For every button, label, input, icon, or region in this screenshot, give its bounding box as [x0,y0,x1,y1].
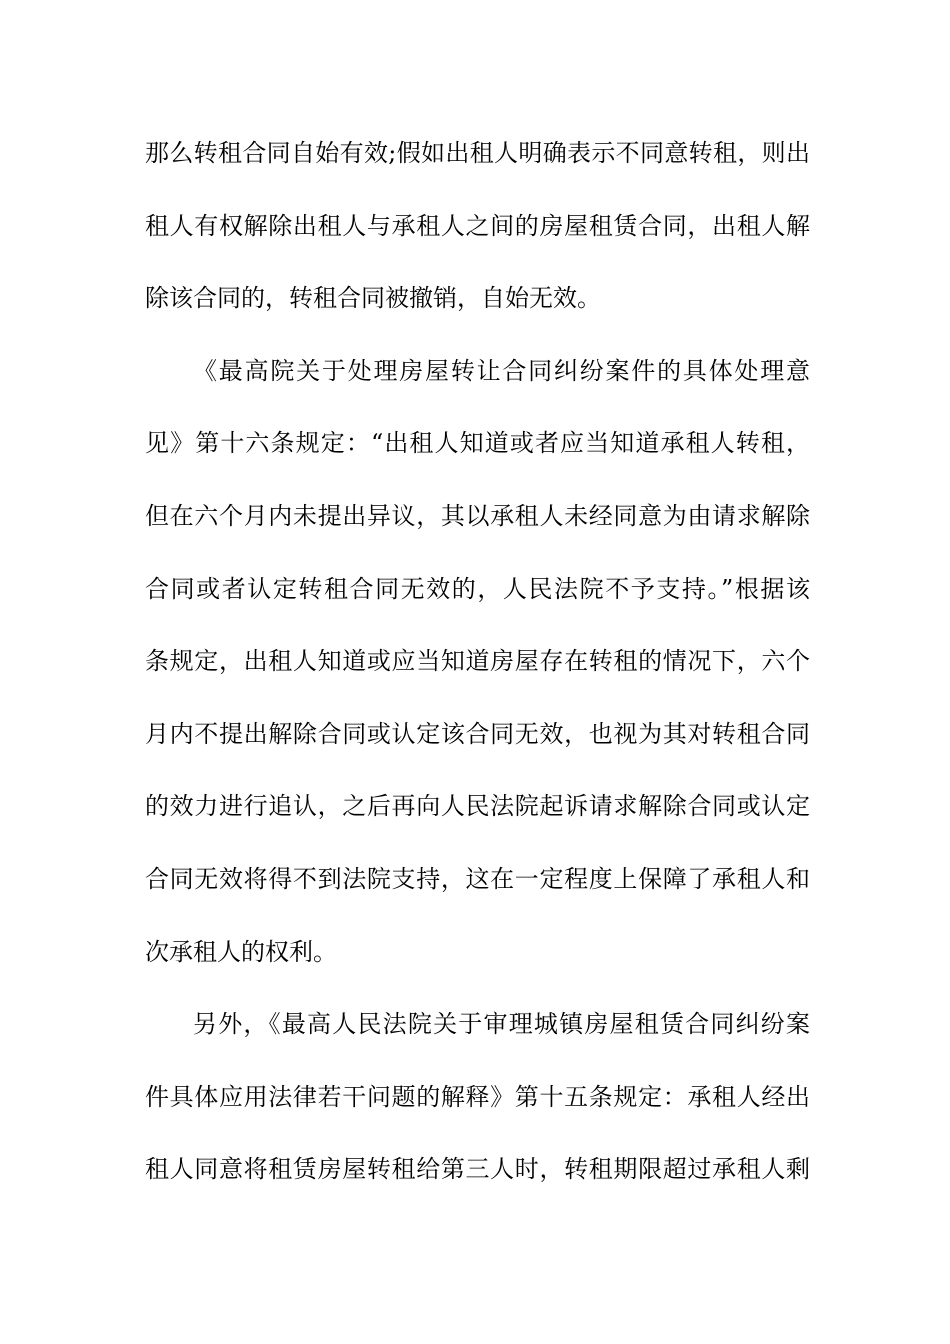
text-line: 但在六个月内未提出异议，其以承租人未经同意为由请求解除 [145,501,810,530]
text-line: 条规定，出租人知道或应当知道房屋存在转租的情况下，六个 [145,647,810,676]
text-line: 合同或者认定转租合同无效的，人民法院不予支持。”根据该 [145,574,810,603]
paragraph-start-line: 《最高院关于处理房屋转让合同纠纷案件的具体处理意 [193,356,810,385]
document-body [145,130,810,1219]
text-line: 的效力进行追认，之后再向人民法院起诉请求解除合同或认定 [145,792,810,821]
text-line: 合同无效将得不到法院支持，这在一定程度上保障了承租人和 [145,864,810,893]
paragraph-start-line: 另外，《最高人民法院关于审理城镇房屋租赁合同纠纷案 [193,1010,810,1039]
text-line: 见》第十六条规定：“出租人知道或者应当知道承租人转租， [145,429,810,458]
text-line: 租人同意将租赁房屋转租给第三人时，转租期限超过承租人剩 [145,1155,810,1184]
text-line: 租人有权解除出租人与承租人之间的房屋租赁合同，出租人解 [145,211,810,240]
text-line: 次承租人的权利。 [145,937,337,966]
text-line: 除该合同的，转租合同被撤销，自始无效。 [145,284,601,313]
text-line: 那么转租合同自始有效;假如出租人明确表示不同意转租，则出 [145,139,810,167]
text-line: 月内不提出解除合同或认定该合同无效，也视为其对转租合同 [145,719,810,748]
text-line: 件具体应用法律若干问题的解释》第十五条规定：承租人经出 [145,1082,810,1111]
